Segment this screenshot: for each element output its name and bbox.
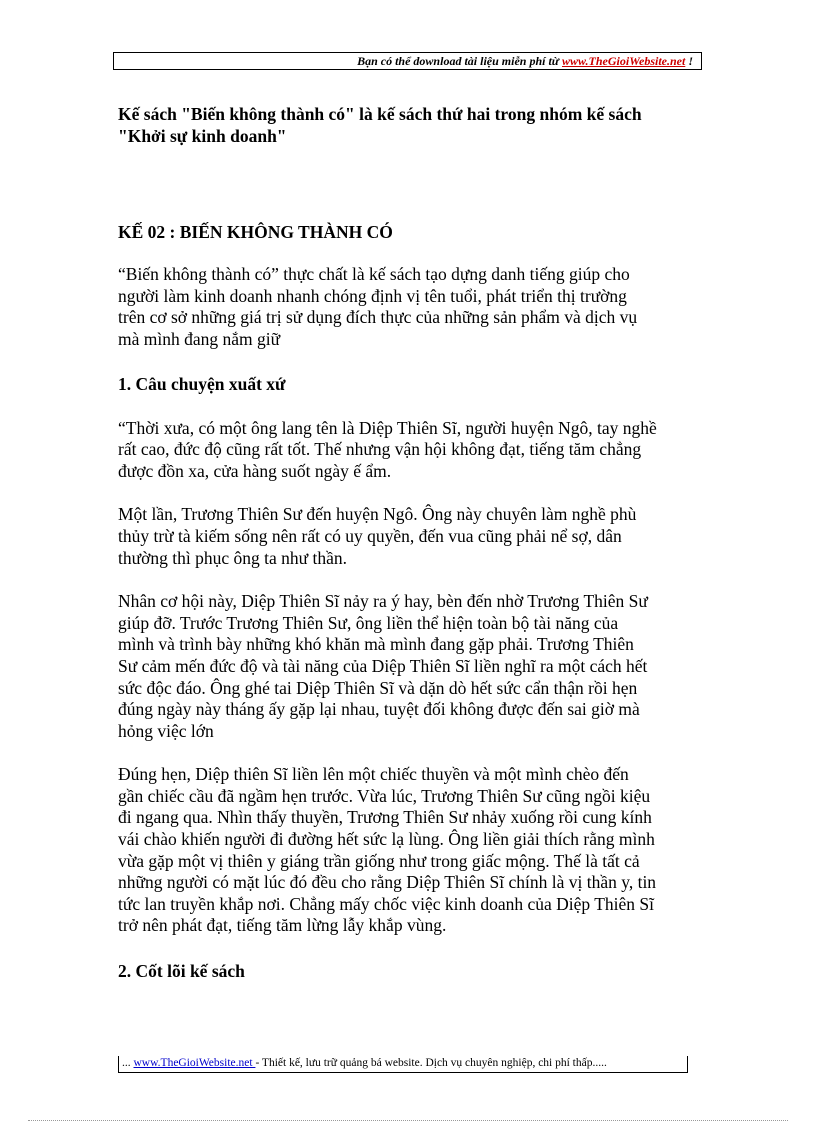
intro-line-2: "Khởi sự kinh doanh": [118, 125, 287, 146]
paragraph-line: đi ngang qua. Nhìn thấy thuyền, Trương Thiên Sư nhảy xuống rồi cung kính: [118, 807, 652, 828]
header-banner: [113, 52, 702, 70]
paragraph-line: Sư cảm mến đức độ và tài năng của Diệp Thiên Sĩ liền nghĩ ra một cách hết: [118, 655, 648, 676]
paragraph-line: hỏng việc lớn: [118, 720, 214, 741]
paragraph-line: thủy trừ tà kiếm sống nên rất có uy quyền, đến vua cũng phải nể sợ, dân: [118, 525, 622, 546]
section-heading-2: 2. Cốt lõi kế sách: [118, 961, 245, 982]
header-suffix: !: [685, 54, 693, 68]
paragraph-1: [118, 264, 708, 350]
intro-line-1: Kế sách "Biến không thành có" là kế sách thứ hai trong nhóm kế sách: [118, 104, 642, 124]
document-body: [118, 100, 708, 982]
paragraph-line: “Thời xưa, có một ông lang tên là Diệp Thiên Sĩ, người huyện Ngô, tay nghề: [118, 417, 657, 438]
footer-website-link[interactable]: www.TheGioiWebsite.net: [133, 1057, 256, 1069]
page-bottom-divider: [28, 1120, 788, 1121]
header-text: [357, 54, 693, 69]
paragraph-line: người làm kinh doanh nhanh chóng định vị tên tuổi, phát triển thị trường: [118, 285, 627, 306]
paragraph-line: đúng ngày này tháng ấy gặp lại nhau, tuyệt đối không được đến sai giờ mà: [118, 699, 640, 720]
paragraph-line: vái chào khiến người đi đường hết sức lạ lùng. Ông liền giải thích rằng mình: [118, 829, 655, 850]
paragraph-line: mình và trình bày những khó khăn mà mình đang gặp phải. Trương Thiên: [118, 634, 634, 655]
paragraph-line: sức độc đáo. Ông ghé tai Diệp Thiên Sĩ và dặn dò hết sức cẩn thận rồi hẹn: [118, 677, 638, 698]
document-title: KẾ 02 : BIẾN KHÔNG THÀNH CÓ: [118, 222, 393, 243]
paragraph-line: “Biến không thành có” thực chất là kế sách tạo dựng danh tiếng giúp cho: [118, 264, 630, 285]
footer-suffix: - Thiết kế, lưu trữ quảng bá website. Dịch vụ chuyên nghiệp, chi phí thấp.....: [255, 1057, 607, 1069]
footer-prefix: ...: [122, 1057, 134, 1069]
paragraph-line: được đồn xa, cửa hàng suốt ngày ế ẩm.: [118, 460, 392, 481]
paragraph-line: gần chiếc cầu đã ngầm hẹn trước. Vừa lúc, Trương Thiên Sư cũng ngồi kiệu: [118, 785, 651, 806]
footer-banner: [118, 1056, 688, 1073]
paragraph-line: giúp đỡ. Trước Trương Thiên Sư, ông liền thể hiện toàn bộ tài năng của: [118, 612, 619, 633]
intro-paragraph: [118, 104, 708, 147]
section-heading-1: 1. Câu chuyện xuất xứ: [118, 373, 286, 394]
paragraph-line: Nhân cơ hội này, Diệp Thiên Sĩ nảy ra ý hay, bèn đến nhờ Trương Thiên Sư: [118, 591, 648, 612]
paragraph-5: [118, 764, 708, 937]
paragraph-line: thường thì phục ông ta như thần.: [118, 547, 347, 568]
paragraph-line: Một lần, Trương Thiên Sư đến huyện Ngô. Ông này chuyên làm nghề phù: [118, 504, 637, 525]
paragraph-line: tức lan truyền khắp nơi. Chẳng mấy chốc việc kinh doanh của Diệp Thiên Sĩ: [118, 893, 654, 914]
paragraph-line: rất cao, đức độ cũng rất tốt. Thế nhưng vận hội không đạt, tiếng tăm chẳng: [118, 439, 642, 460]
paragraph-4: [118, 591, 708, 742]
paragraph-line: Đúng hẹn, Diệp thiên Sĩ liền lên một chiếc thuyền và một mình chèo đến: [118, 764, 629, 785]
paragraph-3: [118, 504, 708, 569]
paragraph-line: vừa gặp một vị thiên y giáng trần giống như trong giấc mộng. Thế là tất cả: [118, 850, 640, 871]
paragraph-line: những người có mặt lúc đó đều cho rằng Diệp Thiên Sĩ chính là vị thần y, tin: [118, 872, 657, 893]
paragraph-line: trên cơ sở những giá trị sử dụng đích thực của những sản phẩm và dịch vụ: [118, 307, 638, 328]
paragraph-2: [118, 418, 708, 483]
footer-text: [122, 1057, 607, 1069]
header-website-link[interactable]: www.TheGioiWebsite.net: [561, 54, 686, 68]
paragraph-line: mà mình đang nắm giữ: [118, 328, 281, 349]
paragraph-line: trở nên phát đạt, tiếng tăm lừng lẫy khắp vùng.: [118, 915, 447, 936]
header-prefix: Bạn có thể download tài liệu miễn phí từ: [357, 54, 562, 68]
